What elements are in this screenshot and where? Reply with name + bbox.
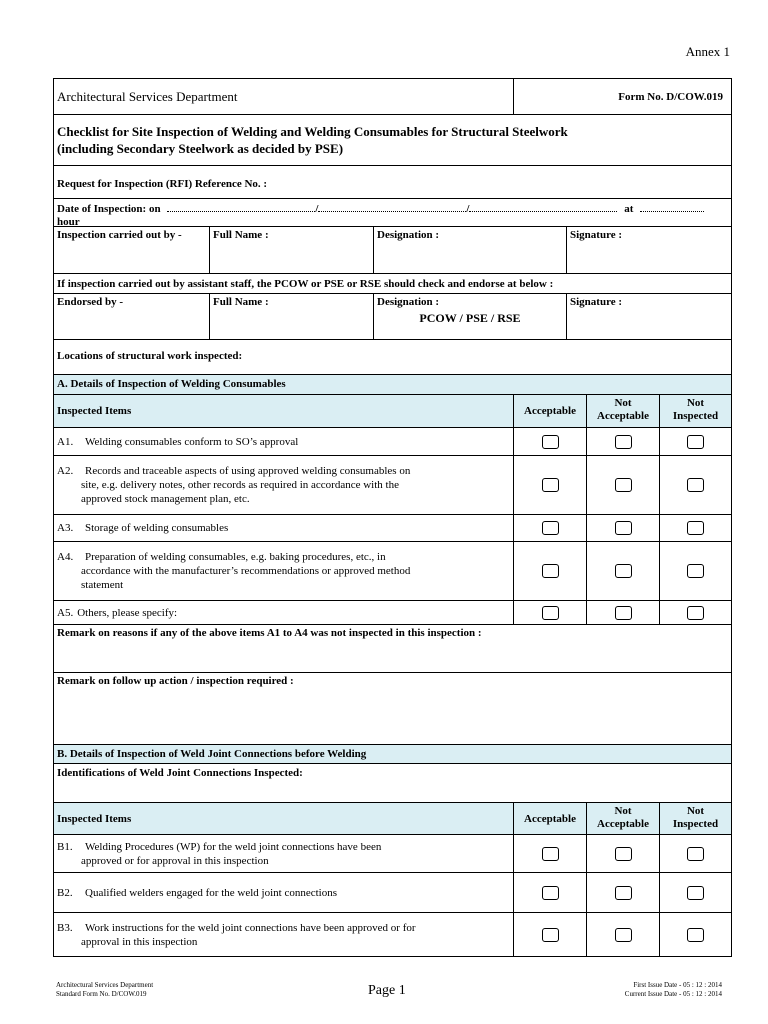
item-a5-acceptable[interactable]	[513, 601, 586, 624]
item-a1-not-acceptable[interactable]	[586, 428, 659, 455]
item-b3-line1: Work instructions for the weld joint connections have been approved or for	[85, 921, 416, 934]
department-name: Architectural Services Department	[57, 88, 238, 104]
date-year-dots	[469, 202, 617, 212]
endorsed-designation[interactable]	[373, 294, 566, 339]
endorsed-designation-value: PCOW / PSE / RSE	[419, 311, 521, 325]
section-a-col-not-inspected	[659, 395, 731, 427]
item-row-b2	[54, 873, 731, 913]
item-b3-text	[54, 913, 513, 956]
form-title	[54, 115, 571, 165]
locations-row	[54, 340, 731, 375]
item-a2-line1: Records and traceable aspects of using approved welding consumables on	[85, 465, 411, 477]
date-slash-1: /	[315, 203, 319, 215]
date-at: at	[624, 203, 634, 215]
assistant-note-row	[54, 274, 731, 294]
header-row	[54, 79, 731, 115]
inspector-row	[54, 227, 731, 274]
page-number: Page 1	[368, 983, 406, 998]
item-a1-text	[54, 428, 513, 455]
item-a1-line1: Welding consumables conform to SO’s approval	[85, 435, 299, 448]
checkbox[interactable]	[687, 521, 704, 535]
checkbox[interactable]	[687, 928, 704, 942]
item-b2-line1: Qualified welders engaged for the weld joint connections	[85, 886, 338, 899]
item-a3-not-inspected[interactable]	[659, 515, 731, 541]
item-b3-code: B3.	[57, 921, 73, 934]
checkbox[interactable]	[687, 606, 704, 620]
date-row	[54, 199, 731, 227]
section-a-title: A. Details of Inspection of Welding Consumables	[57, 378, 286, 390]
checkbox[interactable]	[542, 886, 559, 900]
date-slash-2: /	[466, 203, 470, 215]
item-a5-not-inspected[interactable]	[659, 601, 731, 624]
item-b3-not-inspected[interactable]	[659, 913, 731, 956]
footer-current-issue-date: Current Issue Date - 05 : 12 : 2014	[624, 990, 722, 998]
section-b-col-not-inspected	[659, 803, 731, 834]
checkbox[interactable]	[542, 928, 559, 942]
checkbox[interactable]	[615, 606, 632, 620]
rfi-row	[54, 166, 731, 199]
section-b-title-row	[54, 745, 731, 764]
section-b-col-not-acceptable-line2: Acceptable	[597, 818, 649, 830]
item-b1-not-inspected[interactable]	[659, 835, 731, 872]
endorsed-signature[interactable]: Signature :	[566, 294, 731, 339]
section-b-col-not-acceptable-line1: Not	[614, 805, 632, 817]
section-a-title-row	[54, 375, 731, 395]
date-field[interactable]	[54, 199, 731, 226]
item-b1-code: B1.	[57, 840, 73, 853]
section-a-col-acceptable: Acceptable	[513, 395, 586, 427]
item-row-a2	[54, 456, 731, 515]
inspector-signature[interactable]: Signature :	[566, 227, 731, 273]
section-b-header-row	[54, 803, 731, 835]
checkbox[interactable]	[687, 435, 704, 449]
item-a2-acceptable[interactable]	[513, 456, 586, 514]
footer-first-issue-date: First Issue Date - 05 : 12 : 2014	[633, 981, 722, 989]
inspector-label: Inspection carried out by -	[57, 229, 182, 241]
item-a4-line3: statement	[81, 579, 124, 591]
item-a3-text	[54, 515, 513, 541]
section-b-col-acceptable: Acceptable	[513, 803, 586, 834]
form-title-line1: Checklist for Site Inspection of Welding and Welding Consumables for Structural Steelwork	[57, 124, 568, 139]
item-a3-acceptable[interactable]	[513, 515, 586, 541]
section-b-col-items: Inspected Items	[57, 812, 132, 825]
title-row	[54, 115, 731, 166]
inspector-full-name[interactable]: Full Name :	[209, 227, 373, 273]
item-a4-code: A4.	[57, 551, 74, 563]
section-b-title: B. Details of Inspection of Weld Joint Connections before Welding	[57, 748, 367, 760]
item-a4-acceptable[interactable]	[513, 542, 586, 600]
item-a2-code: A2.	[57, 465, 74, 477]
section-a-header-row	[54, 395, 731, 428]
item-a5-line1: Others, please specify:	[77, 606, 178, 619]
item-a2-not-acceptable[interactable]	[586, 456, 659, 514]
checkbox[interactable]	[615, 886, 632, 900]
item-a2-line2: site, e.g. delivery notes, other records as required in accordance with the	[81, 479, 399, 491]
footer-department: Architectural Services Department	[56, 981, 154, 989]
item-a4-line2: accordance with the manufacturer’s recommendations or approved method	[81, 565, 411, 577]
item-b3-acceptable[interactable]	[513, 913, 586, 956]
item-a5-text[interactable]	[54, 601, 513, 624]
checkbox[interactable]	[615, 564, 632, 578]
rfi-label: Request for Inspection (RFI) Reference No. :	[57, 178, 268, 190]
item-a3-not-acceptable[interactable]	[586, 515, 659, 541]
section-b-col-not-inspected-line1: Not	[686, 805, 705, 817]
remark-reasons-row	[54, 625, 731, 673]
checkbox[interactable]	[687, 478, 704, 492]
endorsed-label: Endorsed by -	[57, 296, 124, 308]
identifications-row	[54, 764, 731, 803]
checkbox[interactable]	[615, 435, 632, 449]
checkbox[interactable]	[542, 606, 559, 620]
endorsed-row	[54, 294, 731, 340]
section-a-col-not-acceptable-line2: Acceptable	[597, 410, 649, 422]
date-hour-dots	[640, 202, 704, 212]
footer-right	[625, 981, 722, 999]
inspector-designation[interactable]: Designation :	[373, 227, 566, 273]
identifications-label[interactable]: Identifications of Weld Joint Connections Inspected:	[57, 767, 303, 779]
item-a2-not-inspected[interactable]	[659, 456, 731, 514]
item-b1-acceptable[interactable]	[513, 835, 586, 872]
item-b2-code: B2.	[57, 886, 73, 899]
checkbox[interactable]	[615, 478, 632, 492]
item-row-b3	[54, 913, 731, 956]
section-a-col-items: Inspected Items	[57, 405, 132, 417]
remark-followup[interactable]: Remark on follow up action / inspection required :	[57, 675, 294, 687]
checklist-form	[53, 78, 732, 957]
date-day-dots	[167, 202, 315, 212]
footer-left	[56, 981, 153, 999]
item-b1-line1: Welding Procedures (WP) for the weld joint connections have been	[85, 840, 382, 853]
item-a4-line1: Preparation of welding consumables, e.g. baking procedures, etc., in	[85, 551, 386, 563]
item-a4-not-acceptable[interactable]	[586, 542, 659, 600]
endorsed-designation-label: Designation :	[377, 296, 440, 308]
item-b1-not-acceptable[interactable]	[586, 835, 659, 872]
item-a2-text	[54, 456, 513, 514]
checkbox[interactable]	[542, 521, 559, 535]
item-row-a5	[54, 601, 731, 625]
locations-label[interactable]: Locations of structural work inspected:	[57, 350, 243, 362]
item-b3-not-acceptable[interactable]	[586, 913, 659, 956]
checkbox[interactable]	[687, 886, 704, 900]
section-a-col-not-acceptable-line1: Not	[614, 397, 632, 409]
item-a1-code: A1.	[57, 435, 74, 448]
item-a2-line3: approved stock management plan, etc.	[81, 493, 250, 505]
item-a4-not-inspected[interactable]	[659, 542, 731, 600]
date-hour: hour	[57, 216, 80, 228]
checkbox[interactable]	[542, 435, 559, 449]
section-a-col-not-inspected-line1: Not	[686, 397, 705, 409]
section-b-col-not-inspected-line2: Inspected	[672, 818, 719, 830]
checkbox[interactable]	[542, 564, 559, 578]
item-b3-line2: approval in this inspection	[81, 935, 198, 948]
item-a5-code: A5.	[57, 606, 74, 619]
assistant-note: If inspection carried out by assistant staff, the PCOW or PSE or RSE should check and endorse at below :	[57, 278, 554, 290]
checkbox[interactable]	[615, 521, 632, 535]
form-number: Form No. D/COW.019	[513, 79, 731, 114]
item-a1-not-inspected[interactable]	[659, 428, 731, 455]
remark-reasons[interactable]: Remark on reasons if any of the above items A1 to A4 was not inspected in this inspection :	[57, 627, 482, 639]
form-title-line2: (including Secondary Steelwork as decided by PSE)	[57, 141, 344, 156]
section-b-col-not-acceptable	[586, 803, 659, 834]
section-a-col-not-inspected-line2: Inspected	[672, 410, 719, 422]
remark-followup-row	[54, 673, 731, 745]
checkbox[interactable]	[687, 564, 704, 578]
section-a-col-not-acceptable	[586, 395, 659, 427]
checkbox[interactable]	[615, 847, 632, 861]
item-b2-not-inspected[interactable]	[659, 873, 731, 912]
item-a3-line1: Storage of welding consumables	[85, 522, 229, 534]
item-row-a3	[54, 515, 731, 542]
item-row-a4	[54, 542, 731, 601]
date-month-dots	[318, 202, 466, 212]
checkbox[interactable]	[542, 478, 559, 492]
item-a3-code: A3.	[57, 522, 74, 534]
item-a4-text	[54, 542, 513, 600]
item-row-a1	[54, 428, 731, 456]
item-b2-acceptable[interactable]	[513, 873, 586, 912]
item-b1-text	[54, 835, 513, 872]
endorsed-full-name[interactable]: Full Name :	[209, 294, 373, 339]
checkbox[interactable]	[615, 928, 632, 942]
item-b2-not-acceptable[interactable]	[586, 873, 659, 912]
item-b1-line2: approved or for approval in this inspection	[81, 854, 269, 867]
item-row-b1	[54, 835, 731, 873]
annex-label: Annex 1	[685, 44, 730, 59]
item-a5-not-acceptable[interactable]	[586, 601, 659, 624]
checkbox[interactable]	[687, 847, 704, 861]
item-b2-text	[54, 873, 513, 912]
checkbox[interactable]	[542, 847, 559, 861]
footer-form-no: Standard Form No. D/COW.019	[56, 990, 147, 998]
date-label: Date of Inspection: on	[57, 203, 161, 215]
item-a1-acceptable[interactable]	[513, 428, 586, 455]
